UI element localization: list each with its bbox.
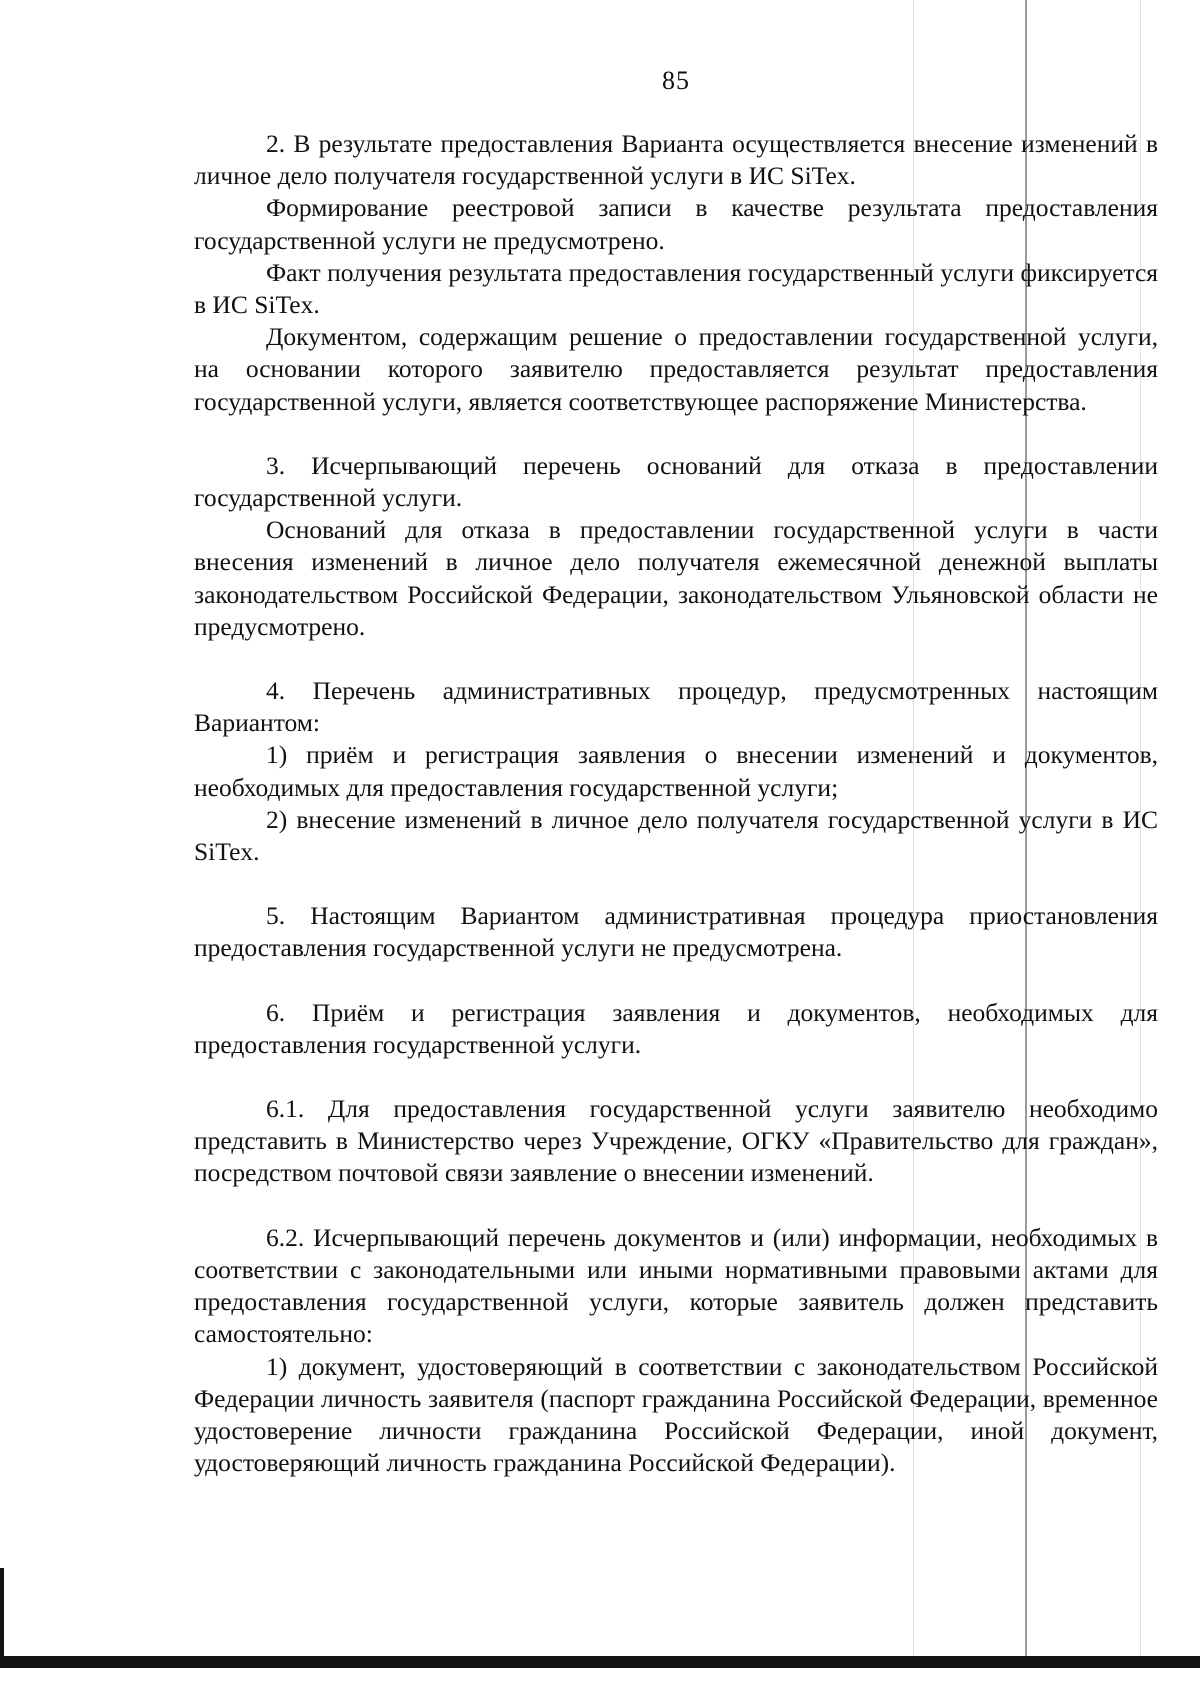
- scan-border: [0, 1656, 1200, 1668]
- list-item: 1) документ, удостоверяющий в соответствии с законодательством Российской Федерации личность заявителя (паспорт гражданина Российской Федерации, временное удостоверение личности гражданина Российской Федерации, иной документ, удостоверяющий личность гражданина Российской Федерации).: [194, 1351, 1158, 1478]
- list-item: 2) внесение изменений в личное дело получателя государственной услуги в ИС SiTex.: [194, 804, 1158, 867]
- scan-border: [0, 1568, 4, 1668]
- paragraph: 2. В результате предоставления Варианта осуществляется внесение изменений в личное дело получателя государственной услуги в ИС SiTex.: [194, 129, 1158, 191]
- section-heading: 5. Настоящим Вариантом административная процедура приостановления предоставления государственной услуги не предусмотрена.: [194, 901, 1158, 963]
- paragraph: Документом, содержащим решение о предоставлении государственной услуги, на основании которого заявителю предоставляется результат предоставления государственной услуги, является соответствующее распоряжение Министерства.: [194, 322, 1158, 416]
- paragraph: Оснований для отказа в предоставлении государственной услуги в части внесения изменений в личное дело получателя ежемесячной денежной выплаты законодательством Российской Федерации, законодательством Ульяновской области не предусмотрено.: [194, 515, 1158, 641]
- list-item: 1) приём и регистрация заявления о внесении изменений и документов, необходимых для предоставления государственной услуги;: [194, 740, 1158, 802]
- subsection-paragraph: 6.1. Для предоставления государственной услуги заявителю необходимо представить в Министерство через Учреждение, ОГКУ «Правительство для граждан», посредством почтовой связи заявление о внесении изменений.: [194, 1094, 1158, 1188]
- section-heading: 4. Перечень административных процедур, предусмотренных настоящим Вариантом:: [194, 676, 1158, 738]
- paragraph: Факт получения результата предоставления государственный услуги фиксируется в ИС SiTex.: [194, 257, 1158, 320]
- page-number: 85: [662, 66, 690, 95]
- document-body: [194, 128, 1158, 1479]
- paragraph: Формирование реестровой записи в качестве результата предоставления государственной услуги не предусмотрено.: [194, 193, 1158, 255]
- section-heading: 3. Исчерпывающий перечень оснований для отказа в предоставлении государственной услуги.: [194, 450, 1158, 513]
- subsection-paragraph: 6.2. Исчерпывающий перечень документов и (или) информации, необходимых в соответствии с законодательными или иными нормативными правовыми актами для предоставления государственной услуги, которые заявитель должен представить самостоятельно:: [194, 1222, 1158, 1349]
- section-heading: 6. Приём и регистрация заявления и документов, необходимых для предоставления государственной услуги.: [194, 997, 1158, 1059]
